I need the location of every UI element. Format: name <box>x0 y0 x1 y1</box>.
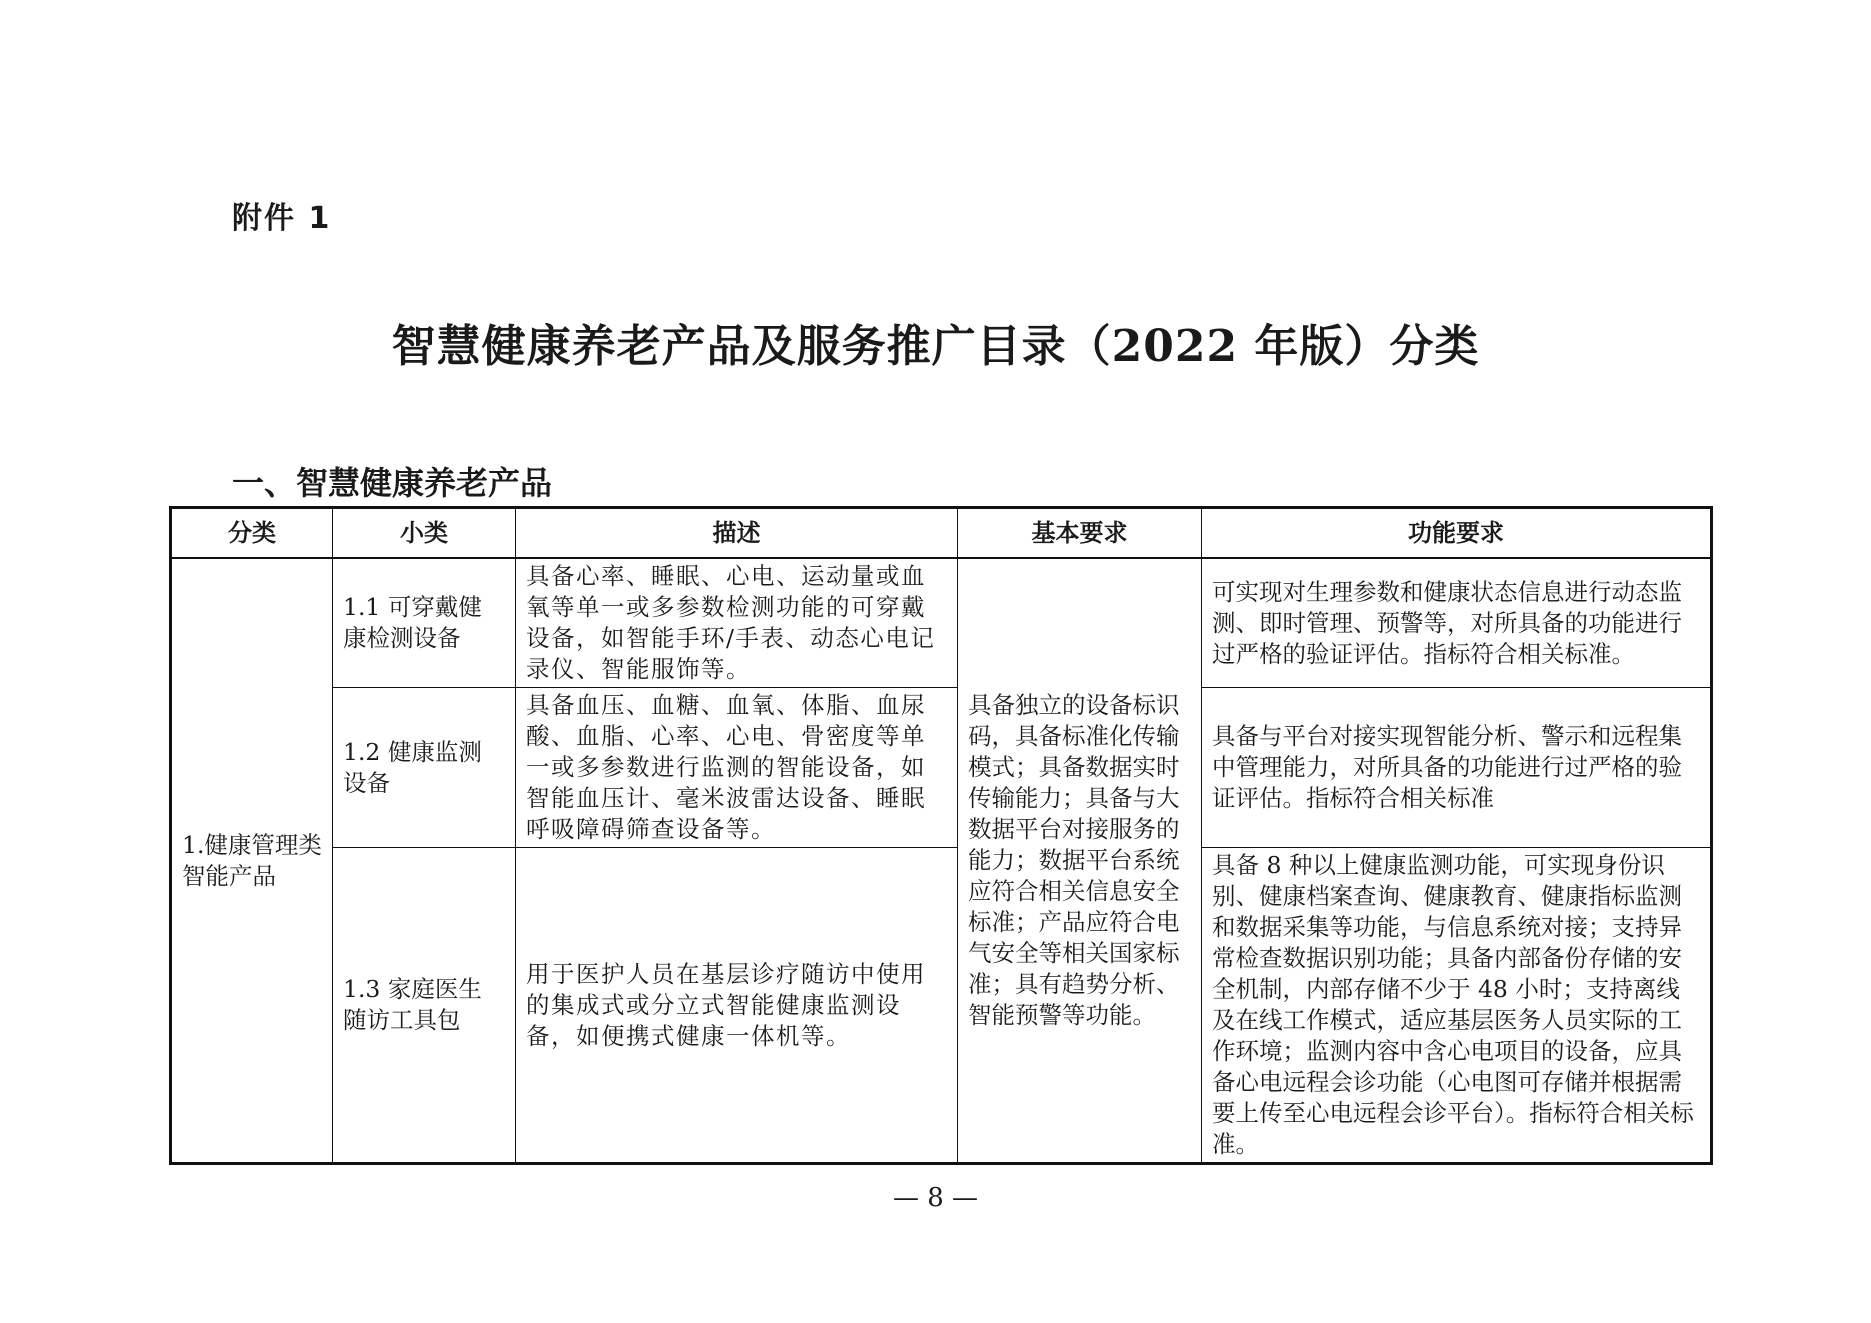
header-functional-requirements: 功能要求 <box>1202 508 1712 559</box>
subcategory-cell: 1.1 可穿戴健康检测设备 <box>333 558 516 688</box>
section-heading: 一、智慧健康养老产品 <box>232 464 553 502</box>
functional-requirements-cell: 具备与平台对接实现智能分析、警示和远程集中管理能力，对所具备的功能进行过严格的验证评估。指标符合相关标准 <box>1202 688 1712 848</box>
functional-requirements-cell: 可实现对生理参数和健康状态信息进行动态监测、即时管理、预警等，对所具备的功能进行过严格的验证评估。指标符合相关标准。 <box>1202 558 1712 688</box>
header-basic-requirements: 基本要求 <box>958 508 1202 559</box>
subcategory-cell: 1.2 健康监测设备 <box>333 688 516 848</box>
description-cell: 具备血压、血糖、血氧、体脂、血尿酸、血脂、心率、心电、骨密度等单一或多参数进行监测的智能设备，如智能血压计、毫米波雷达设备、睡眠呼吸障碍筛查设备等。 <box>516 688 958 848</box>
catalog-table <box>169 506 1713 1165</box>
description-cell: 用于医护人员在基层诊疗随访中使用的集成式或分立式智能健康监测设备，如便携式健康一体机等。 <box>516 848 958 1164</box>
header-subcategory: 小类 <box>333 508 516 559</box>
table-row <box>171 558 1712 688</box>
table-header-row <box>171 508 1712 559</box>
subcategory-cell: 1.3 家庭医生随访工具包 <box>333 848 516 1164</box>
functional-requirements-cell: 具备 8 种以上健康监测功能，可实现身份识别、健康档案查询、健康教育、健康指标监测和数据采集等功能，与信息系统对接；支持异常检查数据识别功能；具备内部备份存储的安全机制，内部存储不少于 48 小时；支持离线及在线工作模式，适应基层医务人员实际的工作环境；监测内容中含心电项目的设备，应具备心电远程会诊功能（心电图可存储并根据需要上传至心电远程会诊平台）。指标符合相关标准。 <box>1202 848 1712 1164</box>
header-description: 描述 <box>516 508 958 559</box>
description-cell: 具备心率、睡眠、心电、运动量或血氧等单一或多参数检测功能的可穿戴设备，如智能手环/手表、动态心电记录仪、智能服饰等。 <box>516 558 958 688</box>
attachment-label: 附件 1 <box>232 201 332 236</box>
document-title: 智慧健康养老产品及服务推广目录（2022 年版）分类 <box>391 321 1480 372</box>
page-number: — 8 — <box>892 1183 979 1213</box>
header-category: 分类 <box>171 508 333 559</box>
table-row <box>171 848 1712 1164</box>
category-cell: 1.健康管理类智能产品 <box>171 558 333 1164</box>
basic-requirements-cell: 具备独立的设备标识码，具备标准化传输模式；具备数据实时传输能力；具备与大数据平台对接服务的能力；数据平台系统应符合相关信息安全标准；产品应符合电气安全等相关国家标准；具有趋势分析、智能预警等功能。 <box>958 558 1202 1164</box>
table-row <box>171 688 1712 848</box>
